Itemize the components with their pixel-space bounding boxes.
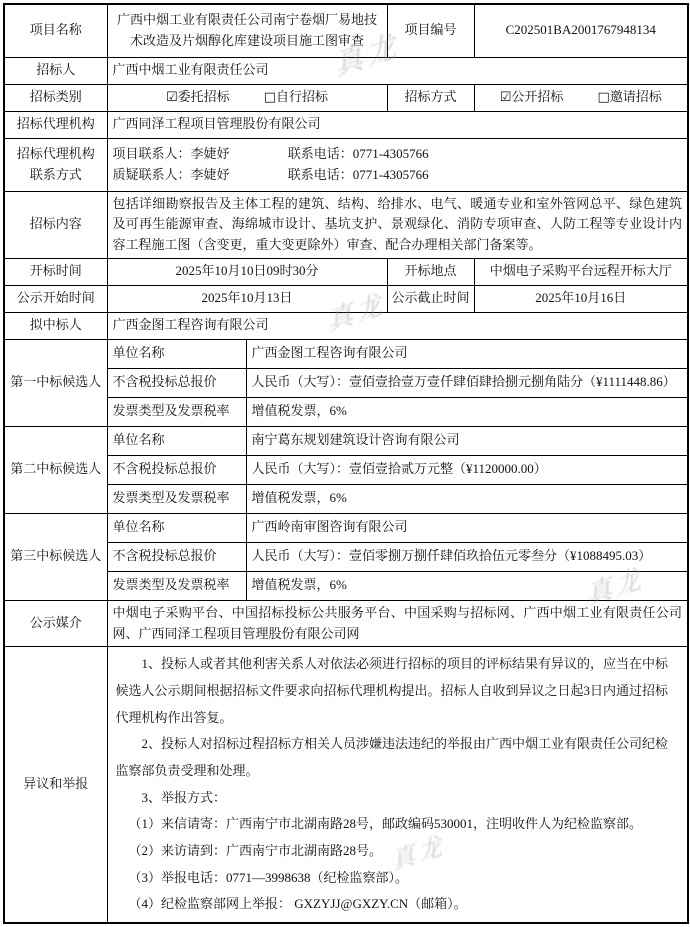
watermark-stamp: 真龙 [389, 832, 448, 876]
publicity-end-label: 公示截止时间 [387, 285, 474, 312]
tender-category-options [107, 84, 387, 111]
candidate2-name-label: 单位名称 [107, 426, 246, 455]
table-row [4, 368, 688, 397]
candidate2-invoice-label: 发票类型及发票税率 [107, 484, 246, 513]
table-row [4, 647, 688, 923]
category-option-self [264, 87, 328, 109]
proposed-winner-label: 拟中标人 [4, 312, 107, 339]
tenderee-value: 广西中烟工业有限责任公司 [107, 57, 688, 84]
watermark-stamp: 真龙 [331, 28, 402, 83]
bid-open-time-label: 开标时间 [4, 258, 107, 285]
candidate2-name-value: 南宁葛东规划建筑设计咨询有限公司 [246, 426, 688, 455]
proposed-winner-value: 广西金图工程咨询有限公司 [107, 312, 688, 339]
table-row [4, 484, 688, 513]
tender-info-table [3, 3, 689, 924]
method-option-open-label: 公开招标 [511, 88, 564, 104]
tender-content-value: 包括详细勘察报告及主体工程的建筑、结构、给排水、电气、暖通专业和室外管网总平、绿色建筑及可再生能源审查、海绵城市设计、基坑支护、景观绿化、消防专项审查、人防工程等专业设计内容工程施工图（含变更，重大变更除外）审查、配合办理相关部门备案等。 [107, 191, 688, 258]
table-row [4, 312, 688, 339]
tender-method-label: 招标方式 [387, 84, 474, 111]
agency-value: 广西同泽工程项目管理股份有限公司 [107, 111, 688, 138]
checkbox-checked-icon: ☑ [166, 89, 178, 105]
agency-contact-label-line2: 联系方式 [29, 166, 82, 182]
tender-method-options [474, 84, 688, 111]
objection-paragraph: 2、投标人对招标过程招标方相关人员涉嫌违法违纪的举报由广西中烟工业有限责任公司纪检监察部负责受理和处理。 [115, 736, 669, 779]
checkbox-unchecked-icon: □ [263, 89, 276, 105]
candidate2-invoice-value: 增值税发票，6% [246, 484, 688, 513]
table-row [4, 285, 688, 312]
project-contact-line [113, 144, 683, 165]
project-contact-name: 项目联系人：李婕妤 [112, 145, 230, 161]
category-option-delegated [166, 87, 230, 109]
method-option-invite-label: 邀请招标 [609, 88, 662, 104]
report-method-item: （1）来信请寄：广西南宁市北湖南路28号，邮政编码530001，注明收件人为纪检监察部。 [128, 816, 643, 832]
table-row [4, 571, 688, 600]
candidate3-label: 第三中标候选人 [4, 513, 107, 600]
candidate1-price-label: 不含税投标总报价 [107, 368, 246, 397]
candidate1-name-label: 单位名称 [107, 339, 246, 368]
candidate2-label: 第二中标候选人 [4, 426, 107, 513]
project-contact-phone: 联系电话：0771-4305766 [287, 145, 429, 161]
publicity-start-label: 公示开始时间 [4, 285, 107, 312]
table-row [4, 600, 688, 647]
candidate3-name-label: 单位名称 [107, 513, 246, 542]
bid-open-place-label: 开标地点 [387, 258, 474, 285]
objection-label: 异议和举报 [4, 647, 107, 923]
table-row [4, 397, 688, 426]
project-name-label: 项目名称 [4, 4, 107, 57]
table-row [4, 455, 688, 484]
report-method-item: （2）来访请到：广西南宁市北湖南路28号。 [128, 842, 383, 858]
checkbox-unchecked-icon: □ [597, 89, 610, 105]
objection-paragraph: 3、举报方式： [141, 789, 227, 805]
project-name-value: 广西中烟工业有限责任公司南宁卷烟厂易地技术改造及片烟醇化库建设项目施工图审查 [107, 4, 387, 57]
candidate1-name-value: 广西金图工程咨询有限公司 [246, 339, 688, 368]
candidate3-name-value: 广西岭南审图咨询有限公司 [246, 513, 688, 542]
bid-open-place-value: 中烟电子采购平台远程开标大厅 [474, 258, 688, 285]
candidate1-invoice-label: 发票类型及发票税率 [107, 397, 246, 426]
candidate2-price-value: 人民币（大写）：壹佰壹拾贰万元整（¥1120000.00） [246, 455, 688, 484]
query-contact-line [113, 165, 683, 186]
method-option-open [500, 87, 564, 109]
publicity-end-value: 2025年10月16日 [474, 285, 688, 312]
publicity-media-value: 中烟电子采购平台、中国招标投标公共服务平台、中国采购与招标网、广西中烟工业有限责任公司网、广西同泽工程项目管理股份有限公司网 [107, 600, 688, 647]
query-contact-phone: 联系电话：0771-4305766 [287, 166, 429, 182]
candidate3-price-value: 人民币（大写）：壹佰零捌万捌仟肆佰玖拾伍元零叁分（¥1088495.03） [246, 542, 688, 571]
tender-category-label: 招标类别 [4, 84, 107, 111]
agency-contact-label [4, 138, 107, 191]
candidate2-price-label: 不含税投标总报价 [107, 455, 246, 484]
table-row [4, 57, 688, 84]
category-option-delegated-label: 委托招标 [177, 88, 230, 104]
table-row [4, 339, 688, 368]
candidate1-label: 第一中标候选人 [4, 339, 107, 426]
watermark-stamp: 真龙 [325, 288, 388, 337]
watermark-stamp: 真龙 [584, 562, 647, 611]
project-no-value: C202501BA2001767948134 [474, 4, 688, 57]
agency-contact-label-line1: 招标代理机构 [16, 145, 95, 161]
category-option-self-label: 自行招标 [275, 88, 328, 104]
table-row [4, 111, 688, 138]
candidate1-invoice-value: 增值税发票，6% [246, 397, 688, 426]
objection-value [107, 647, 688, 923]
candidate3-price-label: 不含税投标总报价 [107, 542, 246, 571]
publicity-start-value: 2025年10月13日 [107, 285, 387, 312]
checkbox-checked-icon: ☑ [499, 89, 512, 105]
candidate1-price-value: 人民币（大写）：壹佰壹拾壹万壹仟肆佰肆拾捌元捌角陆分（¥1111448.86） [246, 368, 688, 397]
agency-label: 招标代理机构 [4, 111, 107, 138]
objection-paragraph: 1、投标人或者其他利害关系人对依法必须进行招标的项目的评标结果有异议的，应当在中标候选人公示期间根据招标文件要求向招标代理机构提出。招标人自收到异议之日起3日内通过招标代理机构作出答复。 [115, 656, 669, 725]
bid-open-time-value: 2025年10月10日09时30分 [107, 258, 387, 285]
table-row [4, 258, 688, 285]
query-contact-name: 质疑联系人：李婕妤 [112, 166, 230, 182]
tenderee-label: 招标人 [4, 57, 107, 84]
publicity-media-label: 公示媒介 [4, 600, 107, 647]
table-row [4, 84, 688, 111]
table-row [4, 426, 688, 455]
report-method-item: （4）纪检监察部网上举报： GXZYJJ@GXZY.CN（邮箱）。 [128, 896, 467, 912]
report-method-item: （3）举报电话：0771—3998638（纪检监察部）。 [128, 869, 409, 885]
table-row [4, 191, 688, 258]
candidate3-invoice-label: 发票类型及发票税率 [107, 571, 246, 600]
tender-content-label: 招标内容 [4, 191, 107, 258]
candidate3-invoice-value: 增值税发票，6% [246, 571, 688, 600]
table-row [4, 542, 688, 571]
table-row [4, 138, 688, 191]
project-no-label: 项目编号 [387, 4, 474, 57]
agency-contact-value [107, 138, 688, 191]
table-row [4, 513, 688, 542]
table-row [4, 4, 688, 57]
method-option-invite [597, 87, 661, 109]
